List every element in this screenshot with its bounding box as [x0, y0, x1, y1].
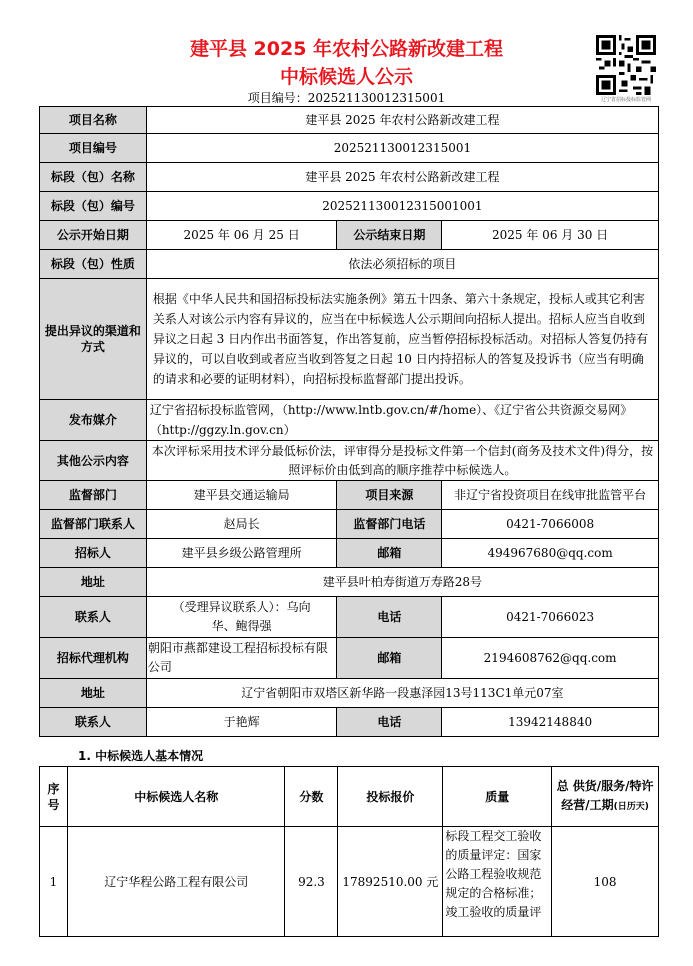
end-date-value: 2025 年 06 月 30 日 [442, 221, 659, 250]
section-heading: 1. 中标候选人基本情况 [78, 749, 204, 763]
agency-address-label: 地址 [40, 679, 147, 708]
row-quality: 标段工程交工验收的质量评定：国家公路工程验收规范规定的合格标准；竣工验收的质量评 [443, 827, 552, 937]
tenderer-phone-label: 电话 [337, 597, 442, 638]
supervisor-value: 建平县交通运输局 [146, 481, 337, 510]
agency-label: 招标代理机构 [40, 638, 147, 679]
row-bid: 17892510.00 元 [338, 827, 443, 937]
tenderer-label: 招标人 [40, 539, 147, 568]
sup-phone-label: 监督部门电话 [337, 510, 442, 539]
media-text: 辽宁省招标投标监管网，（http://www.lntb.gov.cn/#/home）、《辽宁省公共资源交易网》（http://ggzy.ln.gov.cn） [146, 400, 658, 441]
page-subtitle: 中标候选人公示 [279, 66, 413, 88]
qr-caption: 辽宁省招标投标监管网 [600, 97, 651, 103]
agency-email-label: 邮箱 [337, 638, 442, 679]
media-label: 发布媒介 [40, 400, 147, 441]
agency-address-value: 辽宁省朝阳市双塔区新华路一段惠泽园13号113C1单元07室 [146, 679, 658, 708]
tenderer-value: 建平县乡级公路管理所 [146, 539, 337, 568]
project-number-label: 项目编号： [247, 91, 308, 105]
col-name: 中标候选人名称 [67, 767, 285, 827]
agency-phone-value: 13942148840 [442, 708, 659, 737]
end-date-label: 公示结束日期 [337, 221, 442, 250]
section-code-value: 202521130012315001001 [146, 192, 658, 221]
sup-contact-value: 赵局长 [146, 510, 337, 539]
tenderer-email-value: 494967680@qq.com [442, 539, 659, 568]
agency-email-value: 2194608762@qq.com [442, 638, 659, 679]
project-code-label: 项目编号 [40, 134, 147, 163]
tenderer-contact-value: （受理异议联系人）：乌向华、鲍得强 [146, 597, 337, 638]
row-score: 92.3 [285, 827, 338, 937]
sup-phone-value: 0421-7066008 [442, 510, 659, 539]
other-label: 其他公示内容 [40, 441, 147, 481]
nature-label: 标段（包）性质 [40, 250, 147, 279]
other-text: 本次评标采用技术评分最低标价法，评审得分是投标文件第一个信封(商务及技术文件)得分，按照评标价由低到高的顺序推荐中标候选人。 [146, 441, 658, 481]
sup-contact-label: 监督部门联系人 [40, 510, 147, 539]
col-quality: 质量 [443, 767, 552, 827]
col-no: 序号 [40, 767, 68, 827]
agency-contact-label: 联系人 [40, 708, 147, 737]
tenderer-address-label: 地址 [40, 568, 147, 597]
section-name-label: 标段（包）名称 [40, 163, 147, 192]
tenderer-phone-value: 0421-7066023 [442, 597, 659, 638]
objection-label: 提出异议的渠道和方式 [40, 279, 147, 400]
tenderer-email-label: 邮箱 [337, 539, 442, 568]
col-bid: 投标报价 [338, 767, 443, 827]
row-period: 108 [552, 827, 659, 937]
col-period-unit: (日历天) [613, 801, 649, 812]
page-title: 建平县 2025 年农村公路新改建工程 [189, 38, 504, 60]
start-date-label: 公示开始日期 [40, 221, 147, 250]
project-code-value: 202521130012315001 [146, 134, 658, 163]
notice-table [39, 106, 659, 737]
table-row [40, 827, 659, 937]
section-name-value: 建平县 2025 年农村公路新改建工程 [146, 163, 658, 192]
nature-value: 依法必须招标的项目 [146, 250, 658, 279]
objection-text: 根据《中华人民共和国招标投标法实施条例》第五十四条、第六十条规定，投标人或其它利害关系人对该公示内容有异议的，应当在中标候选人公示期间向招标人提出。招标人应当自收到异议之日起 3 日内作出书面答复，作出答复前，应当暂停招标投标活动。对招标人答复仍持有异议的，可以自收到或者应当收到答复之日起 10 日内持招标人的答复及投诉书（应当有明确的请求和必要的证明材料），向招标投标监督部门提出投诉。 [146, 279, 658, 400]
project-name-label: 项目名称 [40, 107, 147, 134]
tenderer-address-value: 建平县叶柏寿街道万寿路28号 [146, 568, 658, 597]
col-score: 分数 [285, 767, 338, 827]
source-label: 项目来源 [337, 481, 442, 510]
project-name-value: 建平县 2025 年农村公路新改建工程 [146, 107, 658, 134]
col-period-label: 总 供货/服务/特许经营/工期 [556, 778, 654, 812]
project-number-line [0, 89, 693, 106]
agency-phone-label: 电话 [337, 708, 442, 737]
agency-value: 朝阳市燕都建设工程招标投标有限公司 [146, 638, 337, 679]
col-period [552, 767, 659, 827]
tenderer-contact-label: 联系人 [40, 597, 147, 638]
qr-code-icon [596, 35, 656, 95]
source-value: 非辽宁省投资项目在线审批监管平台 [442, 481, 659, 510]
section-code-label: 标段（包）编号 [40, 192, 147, 221]
start-date-value: 2025 年 06 月 25 日 [146, 221, 337, 250]
project-number-value: 202521130012315001 [307, 91, 446, 105]
agency-contact-value: 于艳辉 [146, 708, 337, 737]
candidate-table [39, 766, 659, 937]
row-no: 1 [40, 827, 68, 937]
row-name: 辽宁华程公路工程有限公司 [67, 827, 285, 937]
supervisor-label: 监督部门 [40, 481, 147, 510]
